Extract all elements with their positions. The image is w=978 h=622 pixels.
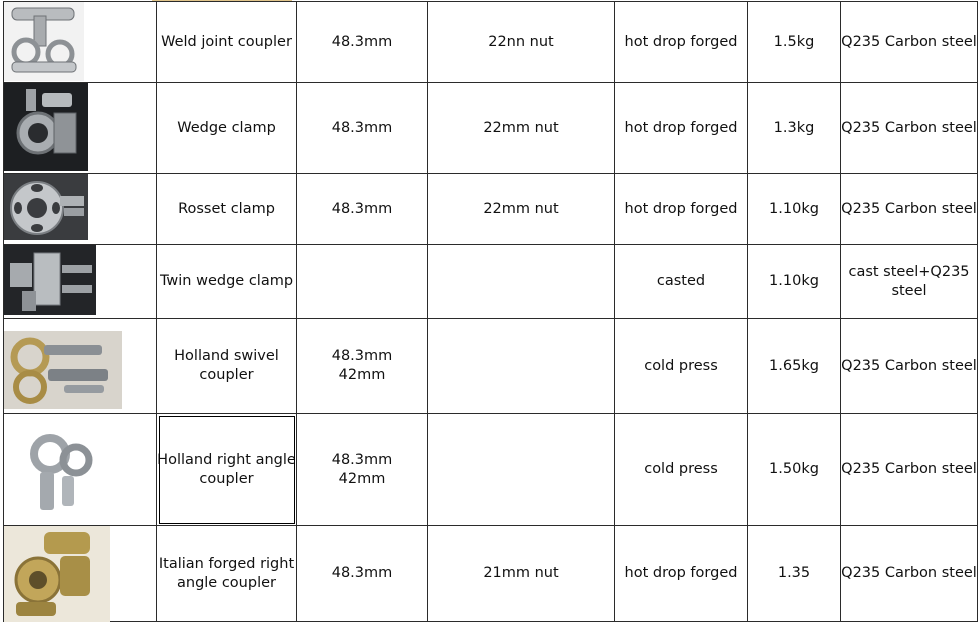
item-name: Rosset clamp	[157, 174, 297, 245]
photo-cell	[4, 2, 157, 83]
item-size: 48.3mm 42mm	[297, 414, 428, 526]
item-weight: 1.65kg	[748, 319, 841, 414]
holland-right-angle-coupler-photo	[4, 414, 114, 518]
item-weight: 1.10kg	[748, 245, 841, 319]
photo-cell	[4, 245, 157, 319]
item-process: casted	[615, 245, 748, 319]
item-weight: 1.35	[748, 526, 841, 622]
item-material: Q235 Carbon steel	[841, 319, 978, 414]
item-nut: 22mm nut	[428, 174, 615, 245]
item-name[interactable]: Holland right angle coupler	[157, 414, 297, 526]
item-weight: 1.5kg	[748, 2, 841, 83]
item-weight: 1.3kg	[748, 83, 841, 174]
item-nut	[428, 319, 615, 414]
photo-cell	[4, 319, 157, 414]
weld-joint-coupler-photo	[4, 2, 84, 81]
item-name: Twin wedge clamp	[157, 245, 297, 319]
coupler-spec-table	[3, 1, 978, 622]
item-material: Q235 Carbon steel	[841, 414, 978, 526]
item-size: 48.3mm 42mm	[297, 319, 428, 414]
item-size: 48.3mm	[297, 526, 428, 622]
item-name: Italian forged right angle coupler	[157, 526, 297, 622]
holland-swivel-coupler-photo	[4, 331, 122, 409]
item-material: cast steel+Q235 steel	[841, 245, 978, 319]
item-process: hot drop forged	[615, 83, 748, 174]
item-name: Weld joint coupler	[157, 2, 297, 83]
item-material: Q235 Carbon steel	[841, 526, 978, 622]
item-process: hot drop forged	[615, 526, 748, 622]
photo-cell	[4, 83, 157, 174]
item-process: hot drop forged	[615, 174, 748, 245]
wedge-clamp-photo	[4, 83, 88, 171]
table-row	[4, 83, 978, 174]
italian-forged-coupler-photo	[4, 526, 110, 622]
photo-cell	[4, 414, 157, 526]
item-nut	[428, 414, 615, 526]
item-material: Q235 Carbon steel	[841, 174, 978, 245]
item-nut: 22nn nut	[428, 2, 615, 83]
item-weight: 1.10kg	[748, 174, 841, 245]
table-row	[4, 174, 978, 245]
item-nut	[428, 245, 615, 319]
item-material: Q235 Carbon steel	[841, 2, 978, 83]
item-material: Q235 Carbon steel	[841, 83, 978, 174]
item-nut: 22mm nut	[428, 83, 615, 174]
table-row	[4, 319, 978, 414]
table-row	[4, 2, 978, 83]
item-nut: 21mm nut	[428, 526, 615, 622]
twin-wedge-clamp-photo	[4, 245, 96, 315]
photo-cell	[4, 526, 157, 622]
table-row	[4, 414, 978, 526]
item-weight: 1.50kg	[748, 414, 841, 526]
item-size: 48.3mm	[297, 83, 428, 174]
photo-cell	[4, 174, 157, 245]
item-size	[297, 245, 428, 319]
item-size: 48.3mm	[297, 2, 428, 83]
item-name: Holland swivel coupler	[157, 319, 297, 414]
item-process: hot drop forged	[615, 2, 748, 83]
table-row	[4, 245, 978, 319]
item-size: 48.3mm	[297, 174, 428, 245]
item-name: Wedge clamp	[157, 83, 297, 174]
item-process: cold press	[615, 414, 748, 526]
rosset-clamp-photo	[4, 174, 88, 240]
table-row	[4, 526, 978, 622]
item-process: cold press	[615, 319, 748, 414]
